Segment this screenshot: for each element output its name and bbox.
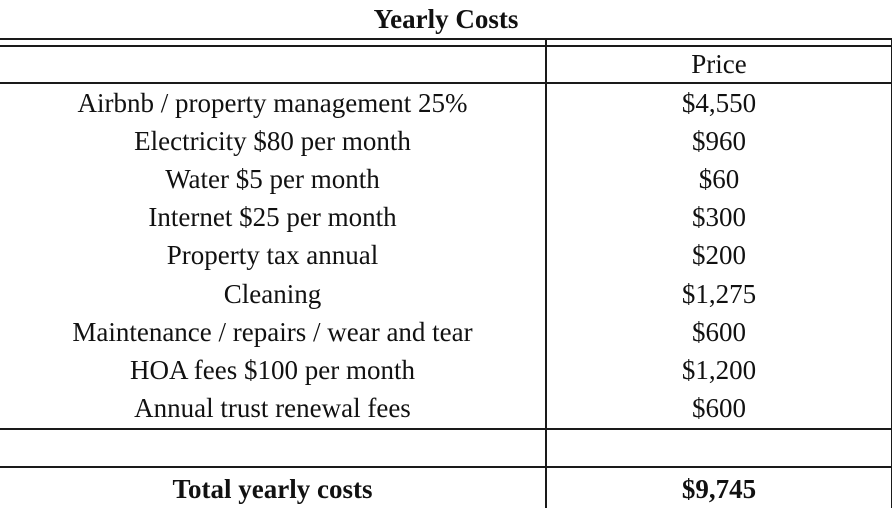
table-row — [0, 237, 892, 275]
cost-price: $1,200 — [546, 351, 892, 389]
cost-label: HOA fees $100 per month — [130, 354, 415, 385]
table-row — [0, 160, 892, 198]
total-label: Total yearly costs — [0, 467, 546, 508]
cost-price: $600 — [546, 313, 892, 351]
blank-cell — [546, 39, 892, 46]
table-title: Yearly Costs — [0, 0, 892, 39]
header-row — [0, 46, 892, 83]
table-row — [0, 351, 892, 389]
cost-price: $300 — [546, 199, 892, 237]
cost-label: Internet $25 per month — [148, 202, 397, 233]
cost-price: $200 — [546, 237, 892, 275]
title-row — [0, 0, 892, 39]
cost-label: Annual trust renewal fees — [0, 390, 546, 429]
table-row — [0, 275, 892, 313]
spacer-row — [0, 429, 892, 467]
blank-row — [0, 39, 892, 46]
cost-price: $600 — [546, 390, 892, 429]
total-price: $9,745 — [546, 467, 892, 508]
table-row — [0, 83, 892, 122]
cost-price: $1,275 — [546, 275, 892, 313]
cost-label: Maintenance / repairs / wear and tear — [72, 316, 473, 347]
cost-price: $60 — [546, 160, 892, 198]
table-row — [0, 199, 892, 237]
cost-label: Cleaning — [223, 278, 322, 309]
total-row — [0, 467, 892, 508]
cost-label: Airbnb / property management 25% — [77, 87, 468, 118]
cost-label: Property tax annual — [166, 240, 379, 271]
table-row — [0, 390, 892, 429]
blank-cell — [0, 429, 546, 467]
cost-price: $4,550 — [546, 83, 892, 122]
table-row — [0, 122, 892, 160]
blank-cell — [0, 39, 546, 46]
cost-label: Water $5 per month — [165, 163, 380, 194]
cost-label: Electricity $80 per month — [134, 125, 411, 156]
blank-cell — [546, 429, 892, 467]
table-row — [0, 313, 892, 351]
header-label-cell — [0, 46, 546, 83]
price-header: Price — [546, 46, 892, 83]
cost-price: $960 — [546, 122, 892, 160]
